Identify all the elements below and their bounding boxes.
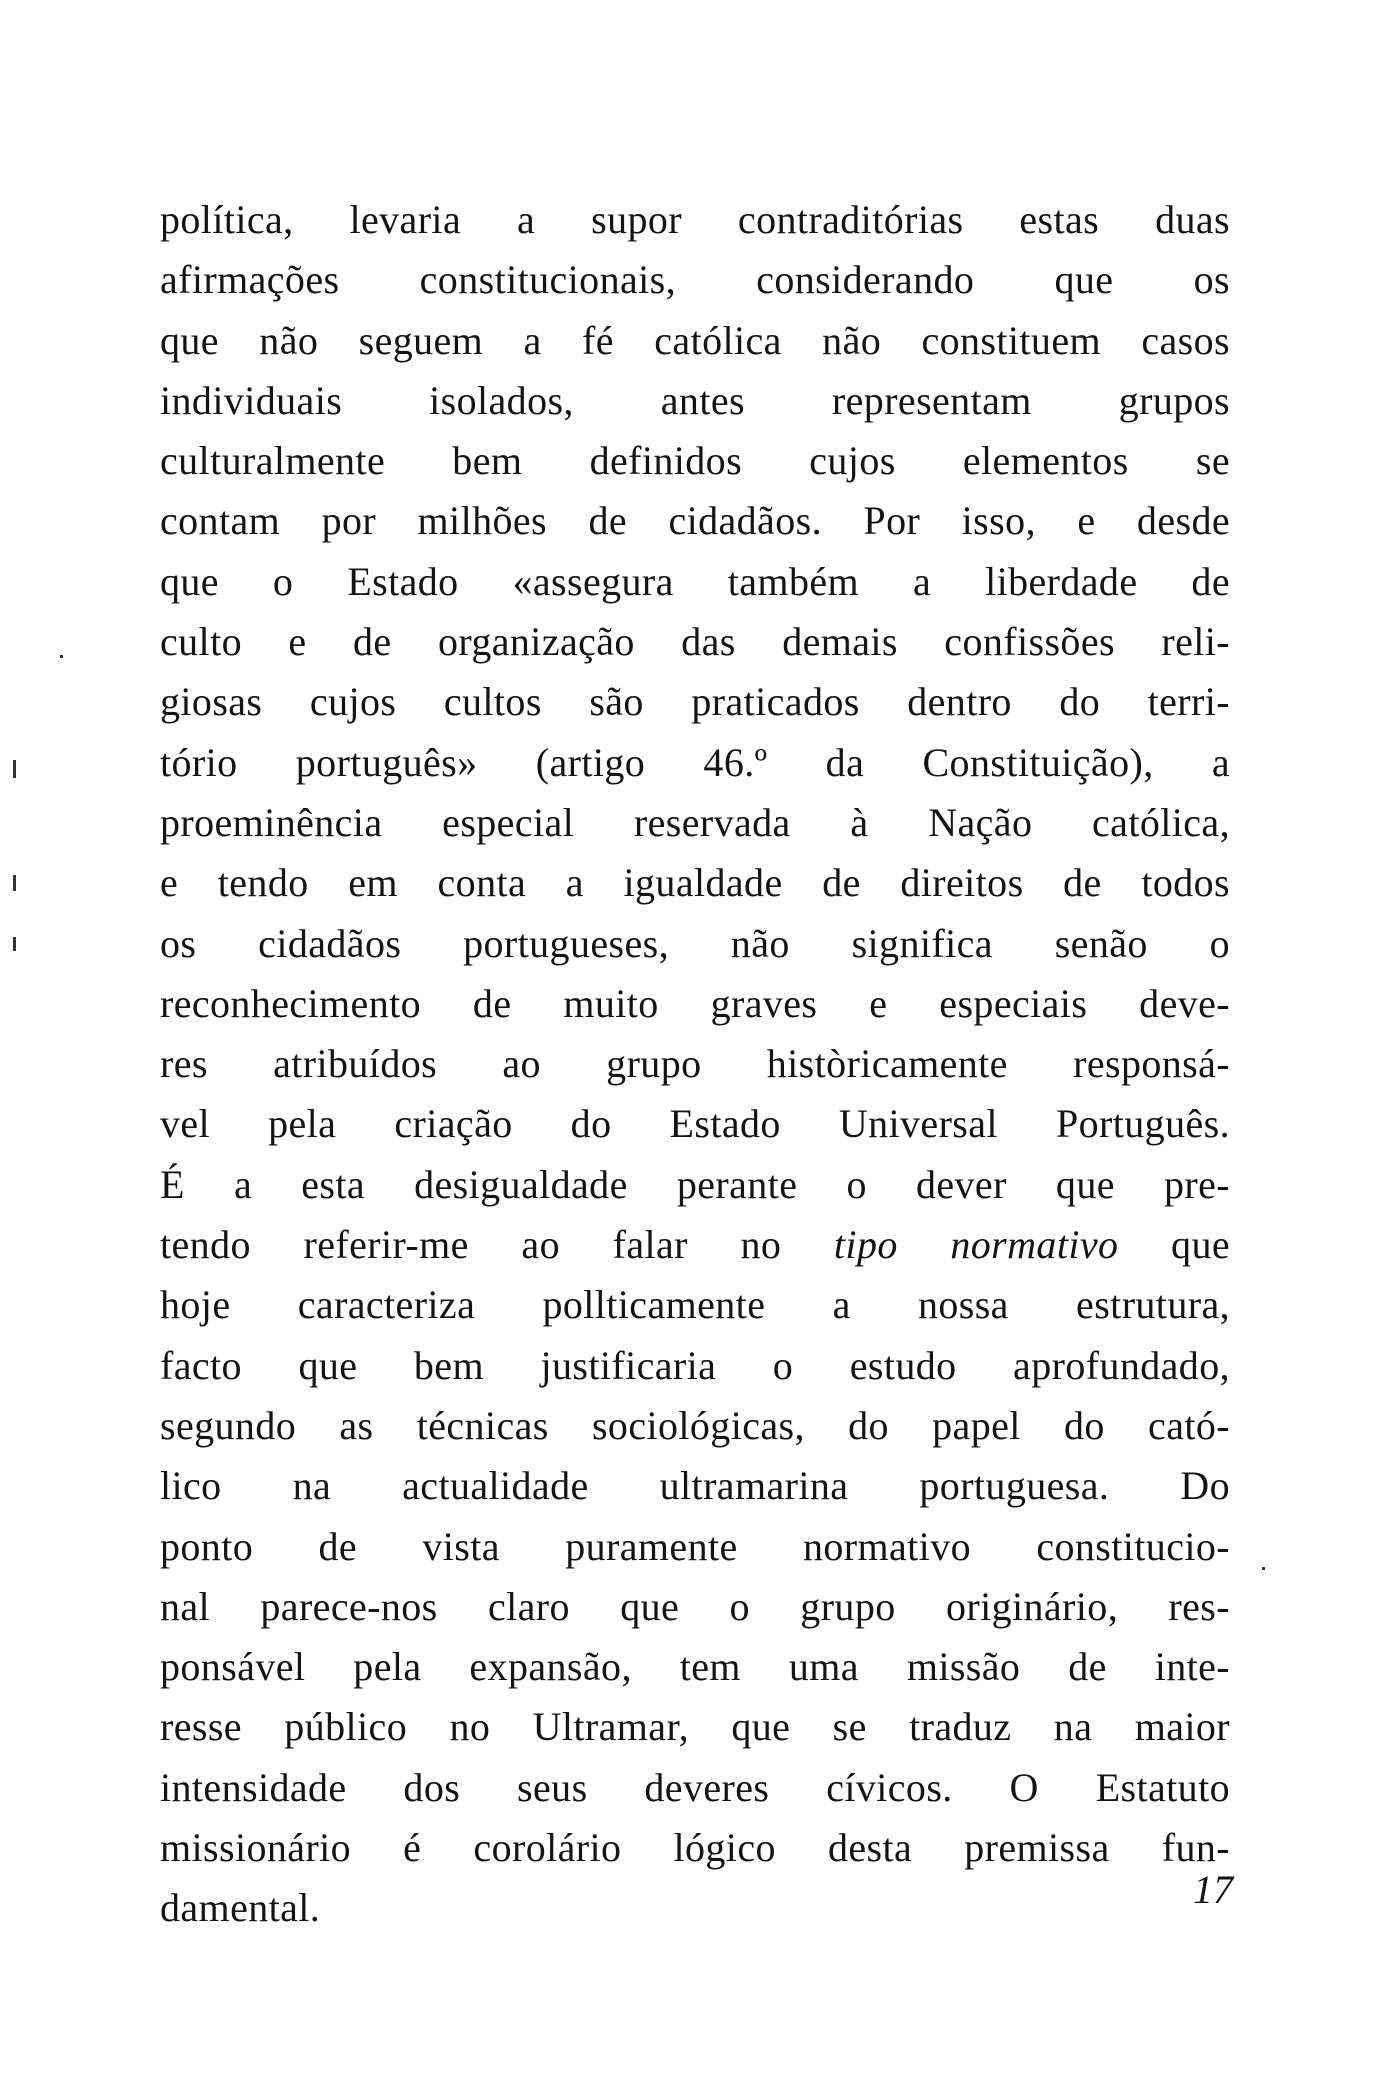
- italic-term: tipo normativo: [833, 1222, 1119, 1268]
- scan-speck: [13, 937, 16, 951]
- scan-speck: [60, 655, 63, 658]
- text-line: proeminência especial reservada à Nação católica,: [160, 799, 1230, 845]
- text-segment: que: [1118, 1222, 1231, 1268]
- text-line: giosas cujos cultos são praticados dentro do terri-: [160, 679, 1230, 725]
- text-line: resse público no Ultramar, que se traduz na maior: [160, 1704, 1230, 1750]
- text-line: que o Estado «assegura também a liberdade de: [160, 558, 1230, 604]
- text-line-with-italic: [160, 1215, 1230, 1275]
- text-line: damental.: [160, 1885, 321, 1931]
- text-line: lico na actualidade ultramarina portuguesa. Do: [160, 1463, 1230, 1509]
- text-line: intensidade dos seus deveres cívicos. O Estatuto: [160, 1764, 1230, 1810]
- text-line: nal parece-nos claro que o grupo originário, res-: [160, 1583, 1230, 1629]
- text-line: hoje caracteriza pollticamente a nossa estrutura,: [160, 1282, 1230, 1328]
- page-number: 17: [1193, 1867, 1233, 1912]
- text-line: facto que bem justificaria o estudo aprofundado,: [160, 1342, 1230, 1388]
- text-line: tório português» (artigo 46.º da Constituição), a: [160, 739, 1230, 785]
- scan-speck: [13, 875, 16, 891]
- text-line: reconhecimento de muito graves e especiais deve-: [160, 980, 1230, 1026]
- text-line: É a esta desigualdade perante o dever que pre-: [160, 1161, 1230, 1207]
- text-line: ponto de vista puramente normativo constitucio-: [160, 1523, 1230, 1569]
- text-line: segundo as técnicas sociológicas, do papel do cató-: [160, 1402, 1230, 1448]
- text-line: res atribuídos ao grupo històricamente responsá-: [160, 1041, 1230, 1087]
- text-line: e tendo em conta a igualdade de direitos de todos: [160, 860, 1230, 906]
- text-segment: tendo referir-me ao falar no: [160, 1222, 834, 1268]
- text-line: que não seguem a fé católica não constituem casos: [160, 317, 1230, 363]
- text-line: ponsável pela expansão, tem uma missão de inte-: [160, 1644, 1230, 1690]
- text-line: culturalmente bem definidos cujos elementos se: [160, 438, 1230, 484]
- text-line: missionário é corolário lógico desta premissa fun-: [160, 1825, 1230, 1871]
- scan-speck: [1262, 1567, 1265, 1570]
- text-line: afirmações constitucionais, considerando que os: [160, 257, 1230, 303]
- text-line: individuais isolados, antes representam grupos: [160, 377, 1230, 423]
- scan-speck: [13, 760, 16, 778]
- text-line: contam por milhões de cidadãos. Por isso, e desde: [160, 498, 1230, 544]
- text-line: política, levaria a supor contraditórias estas duas: [160, 197, 1230, 242]
- text-line: vel pela criação do Estado Universal Português.: [160, 1101, 1230, 1147]
- body-text: [160, 190, 1230, 1939]
- text-line: os cidadãos portugueses, não significa senão o: [160, 920, 1230, 966]
- text-line: culto e de organização das demais confissões reli-: [160, 619, 1230, 665]
